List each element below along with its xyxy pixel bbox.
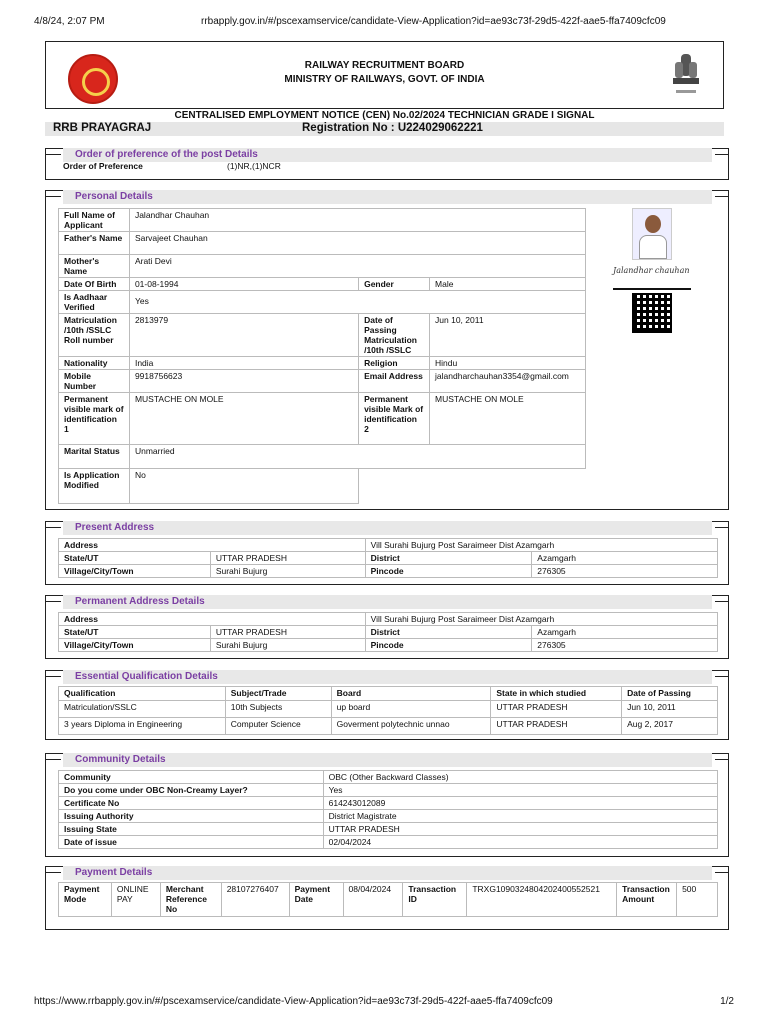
- modified: No: [129, 469, 358, 504]
- label: Address: [59, 613, 366, 626]
- label: Address: [59, 539, 366, 552]
- table-row: [59, 771, 718, 784]
- transaction-amount: 500: [677, 883, 718, 917]
- email: jalandharchauhan3354@gmail.com: [430, 370, 586, 393]
- label: Matriculation /10th /SSLC Roll number: [59, 314, 130, 357]
- header-subtitle: MINISTRY OF RAILWAYS, GOVT. OF INDIA: [284, 74, 485, 85]
- district: Azamgarh: [532, 552, 718, 565]
- label: Transaction ID: [403, 883, 467, 917]
- label: District: [365, 626, 532, 639]
- footer-url: https://www.rrbapply.gov.in/#/pscexamservice/candidate-View-Application?id=ae93c73f-29d5-422f-aae5-ffa7409cfc09: [34, 996, 553, 1007]
- value: 614243012089: [323, 797, 717, 810]
- print-footer: [34, 996, 734, 1007]
- section-title: Order of preference of the post Details: [63, 148, 712, 162]
- label: Is Aadhaar Verified: [59, 291, 130, 314]
- full-name: Jalandhar Chauhan: [129, 209, 585, 232]
- table-row: [59, 823, 718, 836]
- cell: up board: [331, 701, 491, 718]
- table-row: [59, 718, 718, 735]
- national-emblem-icon: [667, 50, 705, 100]
- address: Vill Surahi Bujurg Post Saraimeer Dist Azamgarh: [365, 539, 717, 552]
- cell: Aug 2, 2017: [622, 718, 718, 735]
- column-header: State in which studied: [491, 687, 622, 701]
- print-url: rrbapply.gov.in/#/pscexamservice/candidate-View-Application?id=ae93c73f-29d5-422f-aae5-ffa7409cfc09: [201, 16, 666, 27]
- state: UTTAR PRADESH: [210, 626, 365, 639]
- gender: Male: [430, 278, 586, 291]
- label: Marital Status: [59, 445, 130, 469]
- label: Nationality: [59, 357, 130, 370]
- column-header: Board: [331, 687, 491, 701]
- payment-date: 08/04/2024: [343, 883, 403, 917]
- section-title: Essential Qualification Details: [63, 670, 712, 684]
- label: Payment Mode: [59, 883, 112, 917]
- preference-section: [45, 148, 729, 180]
- table-row: [59, 784, 718, 797]
- print-datetime: 4/8/24, 2:07 PM: [34, 16, 105, 27]
- personal-table: [58, 208, 586, 504]
- header-title: RAILWAY RECRUITMENT BOARD: [304, 60, 465, 71]
- label: Village/City/Town: [59, 565, 211, 578]
- qr-code-icon: [632, 293, 672, 333]
- label: Pincode: [365, 565, 532, 578]
- applicant-signature: Jalandhar chauhan: [613, 266, 691, 290]
- cell: UTTAR PRADESH: [491, 718, 622, 735]
- mother-name: Arati Devi: [129, 255, 585, 278]
- value: Yes: [323, 784, 717, 797]
- mark2: MUSTACHE ON MOLE: [430, 393, 586, 445]
- label: State/UT: [59, 552, 211, 565]
- section-title: Present Address: [63, 521, 712, 535]
- dob: 01-08-1994: [129, 278, 358, 291]
- section-title: Personal Details: [63, 190, 712, 204]
- section-title: Permanent Address Details: [63, 595, 712, 609]
- value: District Magistrate: [323, 810, 717, 823]
- label: District: [365, 552, 532, 565]
- father-name: Sarvajeet Chauhan: [129, 232, 585, 255]
- column-header: Subject/Trade: [225, 687, 331, 701]
- applicant-photo: [632, 208, 672, 260]
- merchant-ref: 28107276407: [221, 883, 289, 917]
- label: Certificate No: [59, 797, 324, 810]
- table-row: [59, 701, 718, 718]
- value: 02/04/2024: [323, 836, 717, 849]
- address: Vill Surahi Bujurg Post Saraimeer Dist Azamgarh: [365, 613, 717, 626]
- community-table: [58, 770, 718, 849]
- table-row: [59, 836, 718, 849]
- label: Mother's Name: [59, 255, 130, 278]
- label: Date Of Birth: [59, 278, 130, 291]
- state: UTTAR PRADESH: [210, 552, 365, 565]
- matric-roll: 2813979: [129, 314, 358, 357]
- cell: Matriculation/SSLC: [59, 701, 226, 718]
- label: Merchant Reference No: [160, 883, 221, 917]
- label: Full Name of Applicant: [59, 209, 130, 232]
- label: Date of Passing Matriculation /10th /SSLC: [359, 314, 430, 357]
- transaction-id: TRXG109032480420240055252​1: [467, 883, 617, 917]
- column-header: Date of Passing: [622, 687, 718, 701]
- label: Gender: [359, 278, 430, 291]
- registration-number: Registration No : U224029062221: [302, 122, 483, 134]
- column-header: Qualification: [59, 687, 226, 701]
- passing-date: Jun 10, 2011: [430, 314, 586, 357]
- pincode: 276305: [532, 565, 718, 578]
- label: Date of issue: [59, 836, 324, 849]
- label: Village/City/Town: [59, 639, 211, 652]
- label: Religion: [359, 357, 430, 370]
- aadhaar: Yes: [129, 291, 585, 314]
- label: Mobile Number: [59, 370, 130, 393]
- cell: Goverment polytechnic unnao: [331, 718, 491, 735]
- label: Payment Date: [289, 883, 343, 917]
- section-title: Payment Details: [63, 866, 712, 880]
- preference-label: Order of Preference: [63, 161, 143, 171]
- preference-value: (1)NR,(1)NCR: [227, 161, 281, 171]
- mobile: 9918756623: [129, 370, 358, 393]
- label: Issuing Authority: [59, 810, 324, 823]
- label: Permanent visible mark of identification 1: [59, 393, 130, 445]
- cell: Jun 10, 2011: [622, 701, 718, 718]
- cell: UTTAR PRADESH: [491, 701, 622, 718]
- village: Surahi Bujurg: [210, 565, 365, 578]
- value: UTTAR PRADESH: [323, 823, 717, 836]
- district: Azamgarh: [532, 626, 718, 639]
- religion: Hindu: [430, 357, 586, 370]
- nationality: India: [129, 357, 358, 370]
- cell: Computer Science: [225, 718, 331, 735]
- table-row: [59, 797, 718, 810]
- rrb-zone: RRB PRAYAGRAJ: [53, 122, 152, 134]
- village: Surahi Bujurg: [210, 639, 365, 652]
- label: Issuing State: [59, 823, 324, 836]
- payment-table: [58, 882, 718, 917]
- label: Father's Name: [59, 232, 130, 255]
- table-row: [59, 810, 718, 823]
- label: Pincode: [365, 639, 532, 652]
- label: Community: [59, 771, 324, 784]
- print-header: [34, 16, 734, 28]
- marital: Unmarried: [129, 445, 585, 469]
- qualification-table: [58, 686, 718, 735]
- cell: 3 years Diploma in Engineering: [59, 718, 226, 735]
- label: State/UT: [59, 626, 211, 639]
- value: OBC (Other Backward Classes): [323, 771, 717, 784]
- label: Email Address: [359, 370, 430, 393]
- page-number: 1/2: [720, 996, 734, 1007]
- mark1: MUSTACHE ON MOLE: [129, 393, 358, 445]
- cell: 10th Subjects: [225, 701, 331, 718]
- section-title: Community Details: [63, 753, 712, 767]
- label: Transaction Amount: [617, 883, 677, 917]
- label: Do you come under OBC Non-Creamy Layer?: [59, 784, 324, 797]
- document-header: [45, 41, 724, 109]
- registration-bar: [45, 122, 724, 136]
- notice-title: CENTRALISED EMPLOYMENT NOTICE (CEN) No.02/2024 TECHNICIAN GRADE I SIGNAL: [174, 110, 595, 121]
- label: Permanent visible Mark of identification 2: [359, 393, 430, 445]
- payment-mode: ONLINE PAY: [111, 883, 160, 917]
- permanent-address-table: [58, 612, 718, 652]
- present-address-table: [58, 538, 718, 578]
- label: Is Application Modified: [59, 469, 130, 504]
- pincode: 276305: [532, 639, 718, 652]
